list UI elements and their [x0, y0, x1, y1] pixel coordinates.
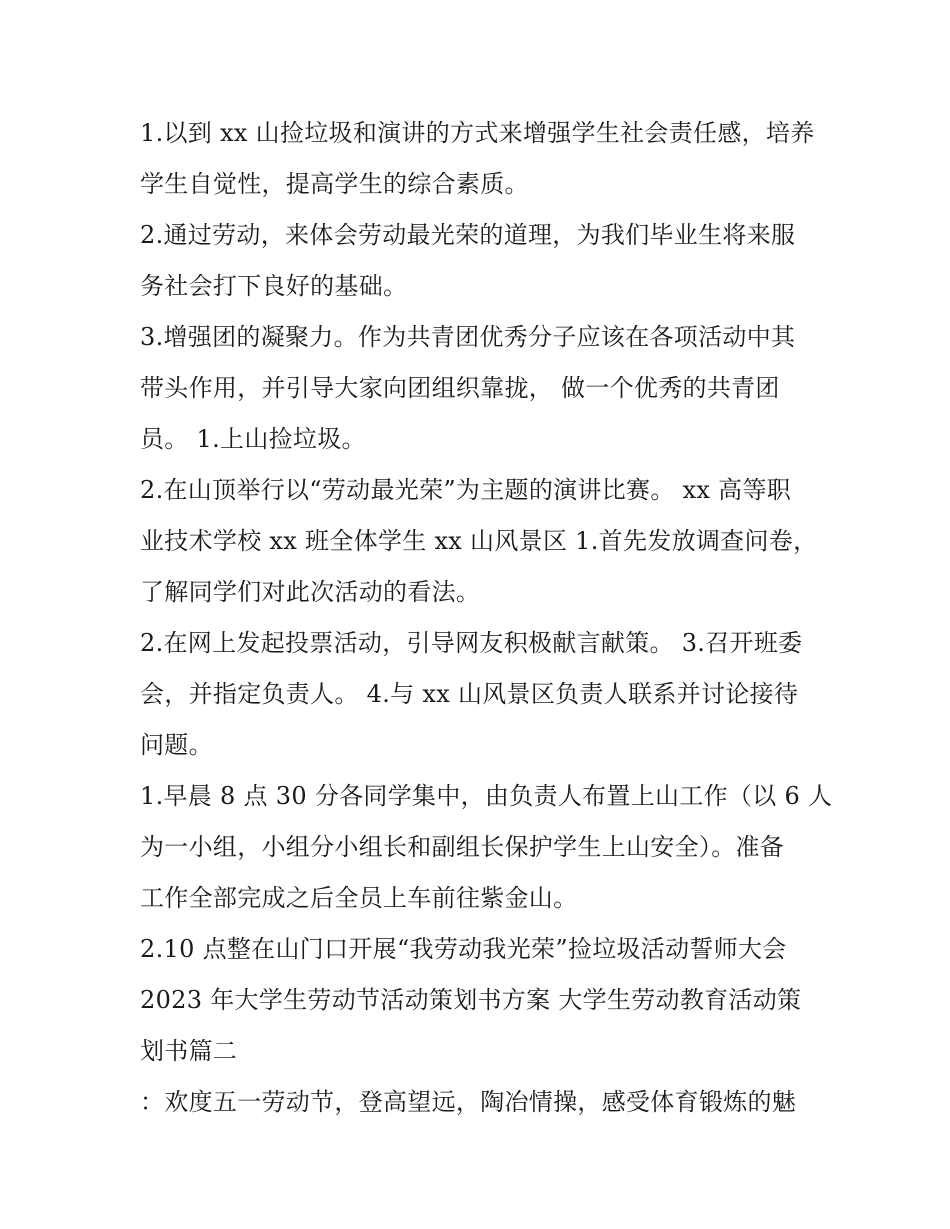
text-line: 带头作用，并引导大家向团组织靠拢， 做一个优秀的共青团 — [140, 374, 780, 402]
text-line: ：欢度五一劳动节，登高望远，陶冶情操，感受体育锻炼的魅 — [140, 1088, 797, 1116]
text-line: 2023 年大学生劳动节活动策划书方案 大学生劳动教育活动策 — [140, 986, 802, 1014]
text-line: 学生自觉性，提高学生的综合素质。 — [140, 170, 529, 198]
text-line: 员。 1.上山捡垃圾。 — [140, 425, 366, 453]
text-line: 2.在网上发起投票活动，引导网友积极献言献策。 3.召开班委 — [140, 629, 803, 657]
text-line: 了解同学们对此次活动的看法。 — [140, 578, 481, 606]
text-line: 工作全部完成之后全员上车前往紫金山。 — [140, 884, 578, 912]
text-line: 1.早晨 8 点 30 分各同学集中，由负责人布置上山工作（以 6 人 — [140, 782, 833, 810]
text-line: 务社会打下良好的基础。 — [140, 272, 408, 300]
text-line: 划书篇二 — [140, 1037, 238, 1065]
text-line: 业技术学校 xx 班全体学生 xx 山风景区 1.首先发放调查问卷， — [140, 527, 818, 555]
text-line: 3.增强团的凝聚力。作为共青团优秀分子应该在各项活动中其 — [140, 323, 796, 351]
text-line: 2.在山顶举行以“劳动最光荣”为主题的演讲比赛。 xx 高等职 — [140, 476, 792, 504]
text-line: 会，并指定负责人。 4.与 xx 山风景区负责人联系并讨论接待 — [140, 680, 799, 708]
document-body — [140, 108, 833, 1128]
text-line: 1.以到 xx 山捡垃圾和演讲的方式来增强学生社会责任感，培养 — [140, 119, 815, 147]
text-line: 2.通过劳动，来体会劳动最光荣的道理，为我们毕业生将来服 — [140, 221, 796, 249]
text-line: 2.10 点整在山门口开展“我劳动我光荣”捡垃圾活动誓师大会 — [140, 935, 787, 963]
text-line: 为一小组，小组分小组长和副组长保护学生上山安全）。准备 — [140, 833, 785, 861]
text-line: 问题。 — [140, 731, 213, 759]
